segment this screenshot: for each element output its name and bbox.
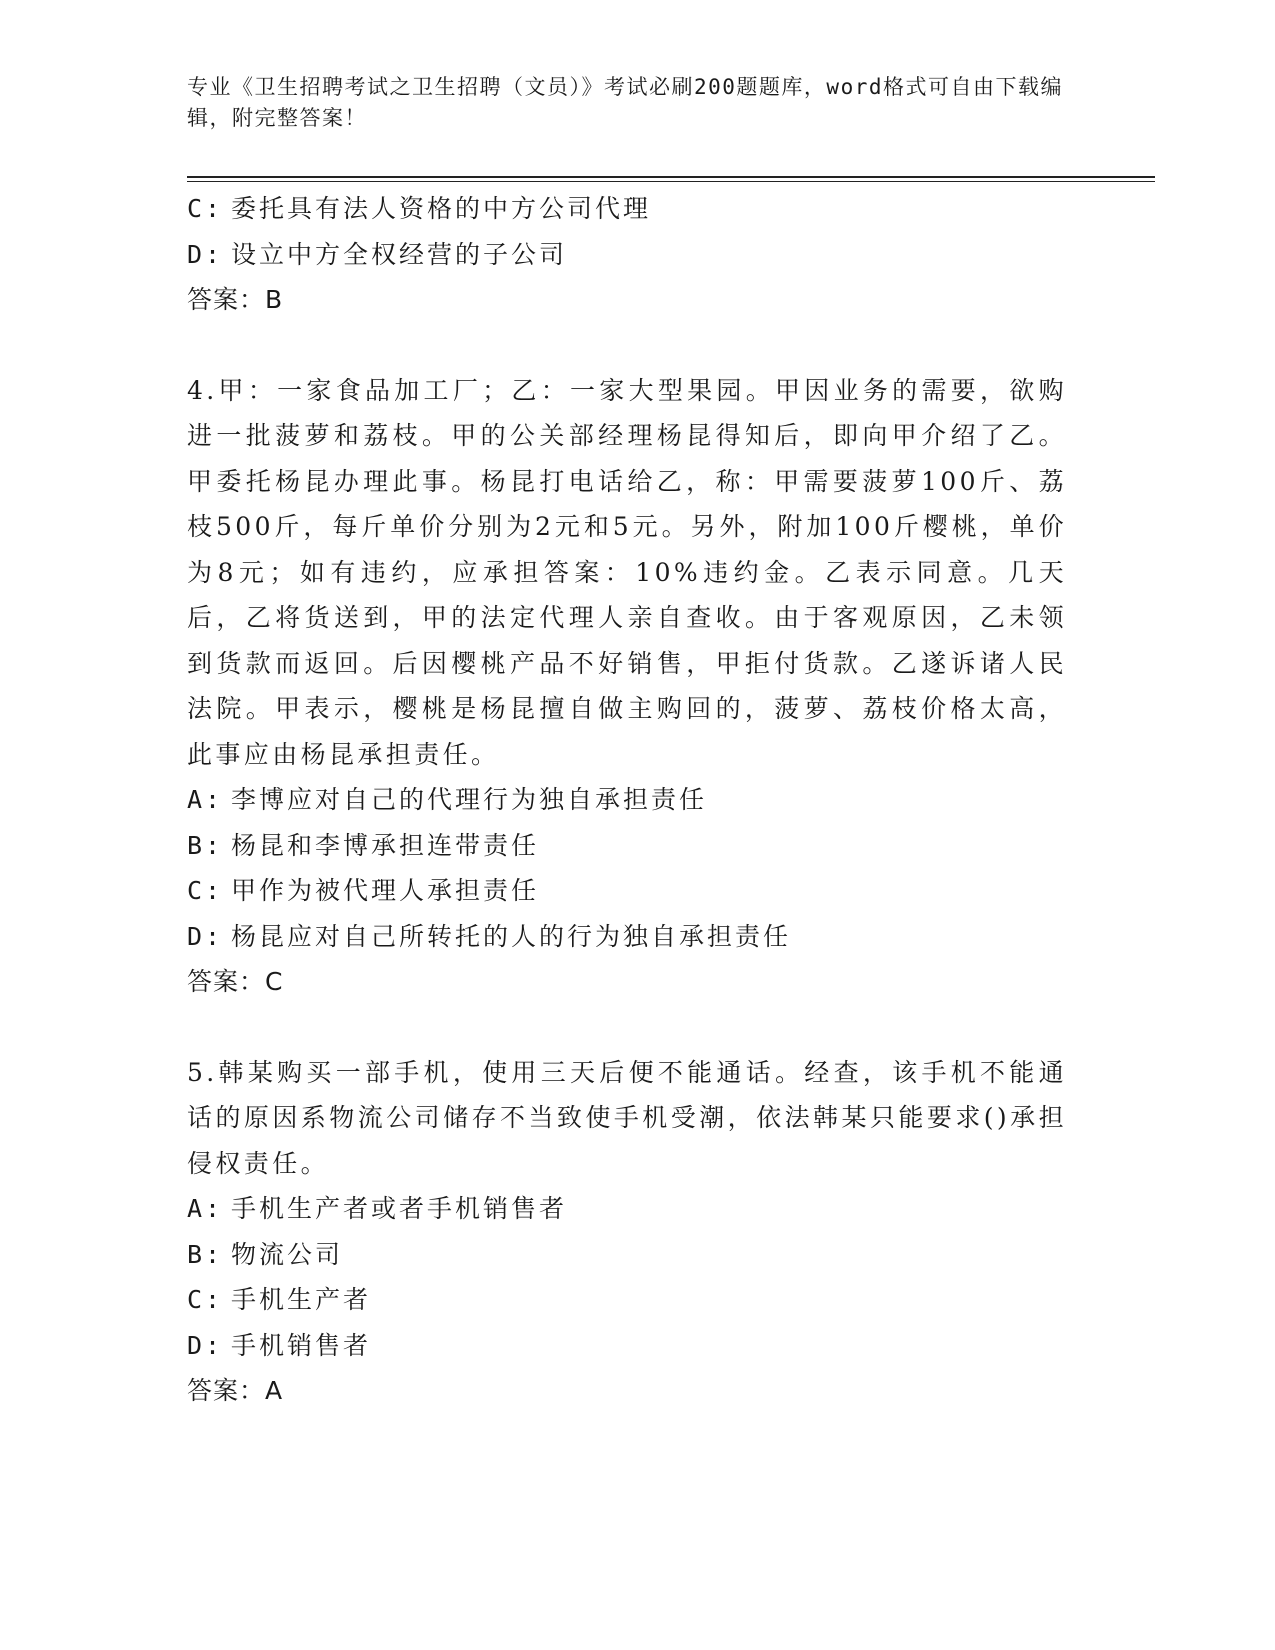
question-3-answer: 答案：B [187,285,284,314]
option-key: C: [187,876,224,905]
question-4-option-a [187,777,1067,823]
option-key: C: [187,1285,224,1314]
spacer [187,323,1067,368]
option-text: 物流公司 [231,1239,344,1269]
question-5-option-d [187,1323,1067,1369]
question-5 [187,1050,1067,1414]
question-4-answer: 答案：C [187,967,284,996]
option-key: D: [187,239,224,269]
question-4-stem: 4.甲：一家食品加工厂；乙：一家大型果园。甲因业务的需要，欲购进一批菠萝和荔枝。甲的公关部经理杨昆得知后，即向甲介绍了乙。甲委托杨昆办理此事。杨昆打电话给乙，称：甲需要菠萝100斤、荔枝500斤，每斤单价分别为2元和5元。另外，附加100斤樱桃，单价为8元；如有违约，应承担答案：10%违约金。乙表示同意。几天后，乙将货送到，甲的法定代理人亲自查收。由于客观原因，乙未领到货款而返回。后因樱桃产品不好销售，甲拒付货款。乙遂诉诸人民法院。甲表示，樱桃是杨昆擅自做主购回的，菠萝、荔枝价格太高，此事应由杨昆承担责任。 [187,375,1067,769]
question-5-stem: 5.韩某购买一部手机，使用三天后便不能通话。经查，该手机不能通话的原因系物流公司储存不当致使手机受潮，依法韩某只能要求()承担侵权责任。 [187,1057,1067,1178]
option-text: 设立中方全权经营的子公司 [231,239,568,269]
option-text: 手机销售者 [231,1330,372,1360]
question-4-option-c [187,868,1067,914]
option-text: 甲作为被代理人承担责任 [231,876,540,905]
header-rule-thick [187,176,1155,178]
question-4-option-b [187,823,1067,869]
question-5-option-b [187,1232,1067,1278]
header-rule-thin [187,181,1155,182]
spacer [187,1005,1067,1050]
question-3-option-d [187,232,1067,278]
option-key: A: [187,785,224,814]
question-4 [187,368,1067,1005]
option-text: 委托具有法人资格的中方公司代理 [231,194,652,223]
option-text: 手机生产者 [231,1285,372,1314]
question-4-option-d [187,914,1067,960]
option-key: D: [187,1330,224,1360]
question-3-option-c [187,186,1067,232]
question-5-answer: 答案：A [187,1376,284,1405]
document-header: 专业《卫生招聘考试之卫生招聘（文员）》考试必刷200题题库，word格式可自由下载编辑，附完整答案！ [187,75,1063,130]
option-text: 手机生产者或者手机销售者 [231,1194,568,1223]
question-3-tail [187,186,1067,323]
option-key: D: [187,921,224,951]
option-text: 李博应对自己的代理行为独自承担责任 [231,785,708,814]
question-5-option-c [187,1277,1067,1323]
option-text: 杨昆应对自己所转托的人的行为独自承担责任 [231,921,792,951]
option-key: B: [187,830,224,860]
document-body [187,186,1067,1414]
question-5-option-a [187,1186,1067,1232]
option-key: A: [187,1194,224,1223]
option-text: 杨昆和李博承担连带责任 [231,830,540,860]
option-key: C: [187,194,224,223]
option-key: B: [187,1239,224,1269]
